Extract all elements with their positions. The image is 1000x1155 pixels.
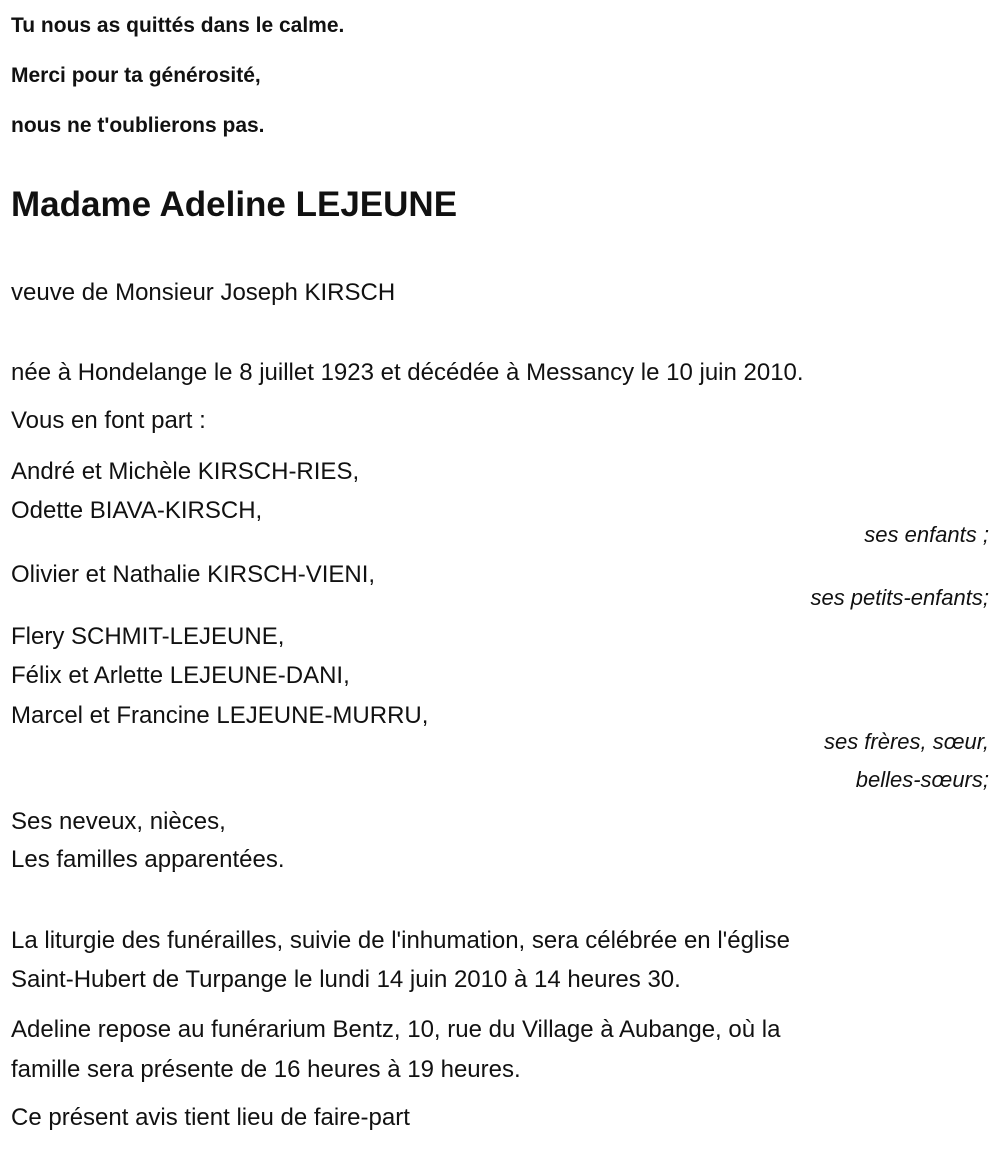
child-entry: Odette BIAVA-KIRSCH, [11,497,263,524]
epitaph-line: Merci pour ta générosité, [11,64,261,87]
others-line: Les familles apparentées. [11,846,285,873]
viewing-line: Adeline repose au funérarium Bentz, 10, rue du Village à Aubange, où la [11,1016,781,1043]
epitaph-line: nous ne t'oublierons pas. [11,114,265,137]
footer-note: Ce présent avis tient lieu de faire-part [11,1104,410,1131]
child-entry: André et Michèle KIRSCH-RIES, [11,458,360,485]
sibling-entry: Flery SCHMIT-LEJEUNE, [11,623,285,650]
epitaph-line: Tu nous as quittés dans le calme. [11,14,345,37]
deceased-name: Madame Adeline LEJEUNE [11,185,458,224]
viewing-line: famille sera présente de 16 heures à 19 heures. [11,1056,521,1083]
birth-death: née à Hondelange le 8 juillet 1923 et décédée à Messancy le 10 juin 2010. [11,359,804,386]
others-line: Ses neveux, nièces, [11,808,226,835]
widow-of: veuve de Monsieur Joseph KIRSCH [11,279,396,306]
siblings-label: ses frères, sœur, [823,729,989,754]
grandchildren-label: ses petits-enfants; [810,585,989,610]
sibling-entry: Marcel et Francine LEJEUNE-MURRU, [11,702,429,729]
ceremony-line: La liturgie des funérailles, suivie de l'inhumation, sera célébrée en l'église [11,927,790,954]
children-label: ses enfants ; [864,522,989,547]
announce: Vous en font part : [11,407,206,434]
grandchild-entry: Olivier et Nathalie KIRSCH-VIENI, [11,561,376,588]
siblings-label: belles-sœurs; [855,767,989,792]
ceremony-line: Saint-Hubert de Turpange le lundi 14 juin 2010 à 14 heures 30. [11,966,681,993]
sibling-entry: Félix et Arlette LEJEUNE-DANI, [11,662,350,689]
